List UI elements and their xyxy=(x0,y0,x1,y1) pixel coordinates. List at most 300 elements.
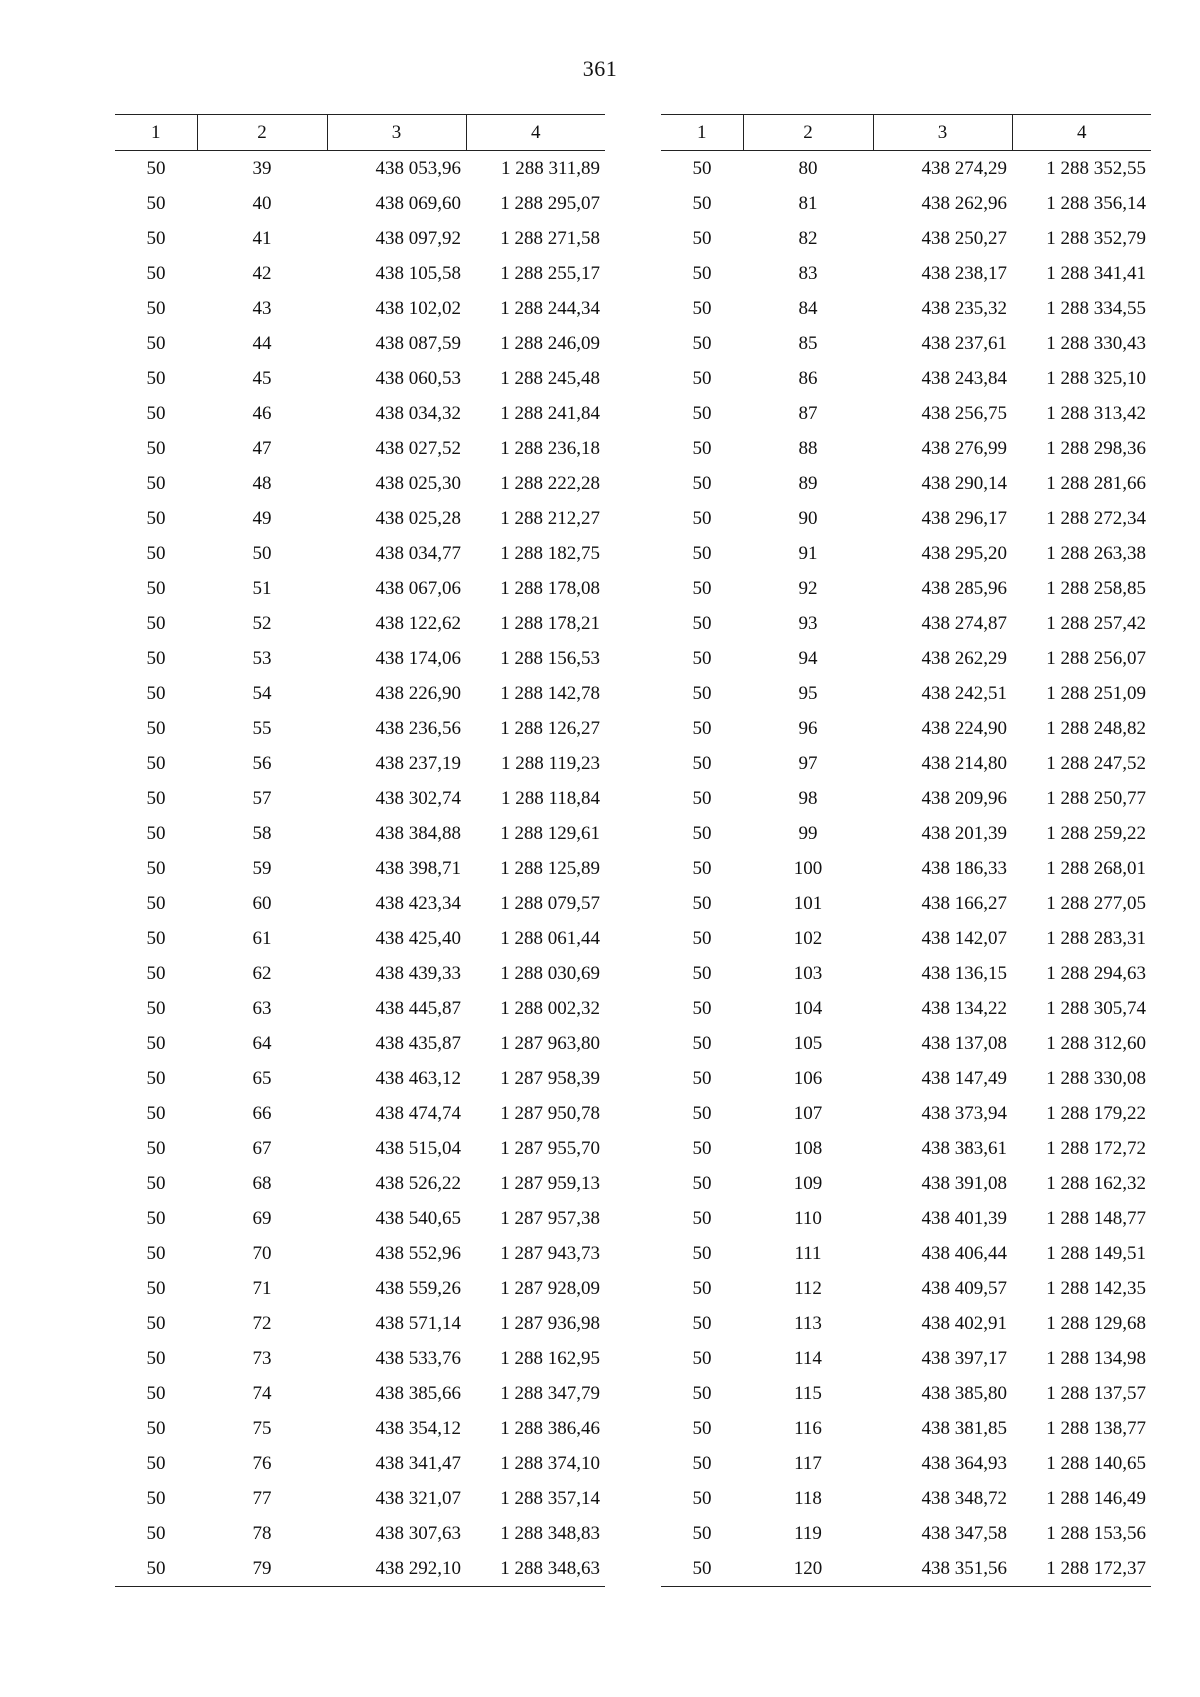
y-coordinate-cell: 1 288 002,32 xyxy=(500,997,600,1019)
zone-number-cell: 50 xyxy=(146,787,166,809)
table-row xyxy=(661,1166,1151,1201)
zone-number-cell: 50 xyxy=(146,717,166,739)
table-row xyxy=(115,1551,605,1587)
y-coordinate-cell: 1 287 957,38 xyxy=(500,1207,600,1229)
y-coordinate-cell: 1 287 958,39 xyxy=(500,1067,600,1089)
table-row xyxy=(115,186,605,221)
table-row xyxy=(115,1341,605,1376)
y-coordinate-cell: 1 288 129,68 xyxy=(1046,1312,1146,1334)
y-coordinate-cell: 1 288 162,32 xyxy=(1046,1172,1146,1194)
table-row xyxy=(661,431,1151,466)
y-coordinate-cell: 1 288 138,77 xyxy=(1046,1417,1146,1439)
point-number-cell: 53 xyxy=(252,647,272,669)
column-header: 1 xyxy=(661,115,743,151)
zone-number-cell: 50 xyxy=(146,577,166,599)
point-number-cell: 119 xyxy=(794,1522,822,1544)
x-coordinate-cell: 438 463,12 xyxy=(375,1067,461,1089)
table-row xyxy=(661,1271,1151,1306)
y-coordinate-cell: 1 288 352,55 xyxy=(1046,157,1146,179)
y-coordinate-cell: 1 288 277,05 xyxy=(1046,892,1146,914)
x-coordinate-cell: 438 445,87 xyxy=(375,997,461,1019)
point-number-cell: 82 xyxy=(798,227,818,249)
table-row xyxy=(661,1061,1151,1096)
x-coordinate-cell: 438 105,58 xyxy=(375,262,461,284)
y-coordinate-cell: 1 288 236,18 xyxy=(500,437,600,459)
table-row xyxy=(115,781,605,816)
table-row xyxy=(661,1341,1151,1376)
y-coordinate-cell: 1 288 272,34 xyxy=(1046,507,1146,529)
y-coordinate-cell: 1 287 950,78 xyxy=(500,1102,600,1124)
x-coordinate-cell: 438 398,71 xyxy=(375,857,461,879)
zone-number-cell: 50 xyxy=(146,402,166,424)
zone-number-cell: 50 xyxy=(692,962,712,984)
point-number-cell: 95 xyxy=(798,682,818,704)
table-row xyxy=(661,711,1151,746)
point-number-cell: 90 xyxy=(798,507,818,529)
table-row xyxy=(115,571,605,606)
table-row xyxy=(661,991,1151,1026)
point-number-cell: 55 xyxy=(252,717,272,739)
table-row xyxy=(115,1516,605,1551)
y-coordinate-cell: 1 288 255,17 xyxy=(500,262,600,284)
zone-number-cell: 50 xyxy=(146,1487,166,1509)
y-coordinate-cell: 1 287 936,98 xyxy=(500,1312,600,1334)
x-coordinate-cell: 438 237,19 xyxy=(375,752,461,774)
zone-number-cell: 50 xyxy=(146,297,166,319)
point-number-cell: 107 xyxy=(793,1102,823,1124)
point-number-cell: 76 xyxy=(252,1452,272,1474)
point-number-cell: 57 xyxy=(252,787,272,809)
x-coordinate-cell: 438 097,92 xyxy=(375,227,461,249)
zone-number-cell: 50 xyxy=(146,332,166,354)
x-coordinate-cell: 438 224,90 xyxy=(921,717,1007,739)
point-number-cell: 65 xyxy=(252,1067,272,1089)
table-row xyxy=(661,1096,1151,1131)
x-coordinate-cell: 438 385,66 xyxy=(375,1382,461,1404)
zone-number-cell: 50 xyxy=(692,297,712,319)
point-number-cell: 75 xyxy=(252,1417,272,1439)
y-coordinate-cell: 1 288 330,43 xyxy=(1046,332,1146,354)
x-coordinate-cell: 438 373,94 xyxy=(921,1102,1007,1124)
zone-number-cell: 50 xyxy=(146,1137,166,1159)
y-coordinate-cell: 1 288 119,23 xyxy=(500,752,600,774)
zone-number-cell: 50 xyxy=(692,752,712,774)
zone-number-cell: 50 xyxy=(692,927,712,949)
y-coordinate-cell: 1 288 134,98 xyxy=(1046,1347,1146,1369)
point-number-cell: 114 xyxy=(794,1347,822,1369)
zone-number-cell: 50 xyxy=(692,157,712,179)
point-number-cell: 85 xyxy=(798,332,818,354)
x-coordinate-cell: 438 053,96 xyxy=(375,157,461,179)
x-coordinate-cell: 438 237,61 xyxy=(921,332,1007,354)
zone-number-cell: 50 xyxy=(692,857,712,879)
zone-number-cell: 50 xyxy=(146,1452,166,1474)
x-coordinate-cell: 438 243,84 xyxy=(921,367,1007,389)
x-coordinate-cell: 438 060,53 xyxy=(375,367,461,389)
column-header: 1 xyxy=(115,115,197,151)
table-row xyxy=(115,361,605,396)
point-number-cell: 69 xyxy=(252,1207,272,1229)
point-number-cell: 41 xyxy=(252,227,272,249)
table-row xyxy=(115,1271,605,1306)
y-coordinate-cell: 1 288 079,57 xyxy=(500,892,600,914)
point-number-cell: 45 xyxy=(252,367,272,389)
zone-number-cell: 50 xyxy=(146,1312,166,1334)
x-coordinate-cell: 438 383,61 xyxy=(921,1137,1007,1159)
y-coordinate-cell: 1 288 259,22 xyxy=(1046,822,1146,844)
x-coordinate-cell: 438 526,22 xyxy=(375,1172,461,1194)
x-coordinate-cell: 438 250,27 xyxy=(921,227,1007,249)
x-coordinate-cell: 438 102,02 xyxy=(375,297,461,319)
x-coordinate-cell: 438 559,26 xyxy=(375,1277,461,1299)
zone-number-cell: 50 xyxy=(146,1382,166,1404)
point-number-cell: 78 xyxy=(252,1522,272,1544)
zone-number-cell: 50 xyxy=(692,1032,712,1054)
y-coordinate-cell: 1 288 125,89 xyxy=(500,857,600,879)
point-number-cell: 83 xyxy=(798,262,818,284)
x-coordinate-cell: 438 295,20 xyxy=(921,542,1007,564)
zone-number-cell: 50 xyxy=(692,402,712,424)
x-coordinate-cell: 438 262,96 xyxy=(921,192,1007,214)
table-row xyxy=(661,291,1151,326)
x-coordinate-cell: 438 439,33 xyxy=(375,962,461,984)
zone-number-cell: 50 xyxy=(692,262,712,284)
zone-number-cell: 50 xyxy=(146,262,166,284)
y-coordinate-cell: 1 288 268,01 xyxy=(1046,857,1146,879)
x-coordinate-cell: 438 142,07 xyxy=(921,927,1007,949)
y-coordinate-cell: 1 288 140,65 xyxy=(1046,1452,1146,1474)
point-number-cell: 116 xyxy=(794,1417,822,1439)
point-number-cell: 100 xyxy=(793,857,823,879)
x-coordinate-cell: 438 423,34 xyxy=(375,892,461,914)
x-coordinate-cell: 438 381,85 xyxy=(921,1417,1007,1439)
table-row xyxy=(115,466,605,501)
table-row xyxy=(661,1236,1151,1271)
table-row xyxy=(661,186,1151,221)
table-row xyxy=(661,1306,1151,1341)
point-number-cell: 96 xyxy=(798,717,818,739)
table-row xyxy=(661,956,1151,991)
table-row xyxy=(661,1376,1151,1411)
x-coordinate-cell: 438 147,49 xyxy=(921,1067,1007,1089)
column-header: 4 xyxy=(466,115,605,151)
point-number-cell: 84 xyxy=(798,297,818,319)
y-coordinate-cell: 1 288 172,37 xyxy=(1012,1551,1151,1587)
table-row xyxy=(115,1411,605,1446)
zone-number-cell: 50 xyxy=(146,472,166,494)
x-coordinate-cell: 438 134,22 xyxy=(921,997,1007,1019)
x-coordinate-cell: 438 236,56 xyxy=(375,717,461,739)
zone-number-cell: 50 xyxy=(146,542,166,564)
y-coordinate-cell: 1 288 348,83 xyxy=(500,1522,600,1544)
table-row xyxy=(115,991,605,1026)
zone-number-cell: 50 xyxy=(146,682,166,704)
zone-number-cell: 50 xyxy=(692,577,712,599)
table-row xyxy=(115,1166,605,1201)
y-coordinate-cell: 1 288 251,09 xyxy=(1046,682,1146,704)
x-coordinate-cell: 438 307,63 xyxy=(375,1522,461,1544)
x-coordinate-cell: 438 067,06 xyxy=(375,577,461,599)
x-coordinate-cell: 438 354,12 xyxy=(375,1417,461,1439)
y-coordinate-cell: 1 288 148,77 xyxy=(1046,1207,1146,1229)
x-coordinate-cell: 438 321,07 xyxy=(375,1487,461,1509)
zone-number-cell: 50 xyxy=(692,717,712,739)
point-number-cell: 92 xyxy=(798,577,818,599)
y-coordinate-cell: 1 288 246,09 xyxy=(500,332,600,354)
y-coordinate-cell: 1 288 352,79 xyxy=(1046,227,1146,249)
x-coordinate-cell: 438 391,08 xyxy=(921,1172,1007,1194)
point-number-cell: 109 xyxy=(793,1172,823,1194)
y-coordinate-cell: 1 288 312,60 xyxy=(1046,1032,1146,1054)
zone-number-cell: 50 xyxy=(146,927,166,949)
table-row xyxy=(661,1201,1151,1236)
y-coordinate-cell: 1 288 153,56 xyxy=(1046,1522,1146,1544)
y-coordinate-cell: 1 288 341,41 xyxy=(1046,262,1146,284)
y-coordinate-cell: 1 288 294,63 xyxy=(1046,962,1146,984)
table-row xyxy=(115,431,605,466)
zone-number-cell: 50 xyxy=(146,157,166,179)
x-coordinate-cell: 438 406,44 xyxy=(921,1242,1007,1264)
table-row xyxy=(115,1131,605,1166)
zone-number-cell: 50 xyxy=(692,997,712,1019)
table-header-row xyxy=(661,115,1151,151)
point-number-cell: 39 xyxy=(252,157,272,179)
y-coordinate-cell: 1 288 330,08 xyxy=(1046,1067,1146,1089)
x-coordinate-cell: 438 201,39 xyxy=(921,822,1007,844)
zone-number-cell: 50 xyxy=(692,1207,712,1229)
table-row xyxy=(115,921,605,956)
x-coordinate-cell: 438 034,32 xyxy=(375,402,461,424)
table-row xyxy=(661,1411,1151,1446)
x-coordinate-cell: 438 136,15 xyxy=(921,962,1007,984)
x-coordinate-cell: 438 209,96 xyxy=(921,787,1007,809)
point-number-cell: 58 xyxy=(252,822,272,844)
zone-number-cell: 50 xyxy=(115,1551,197,1587)
table-row xyxy=(115,1481,605,1516)
y-coordinate-cell: 1 288 178,21 xyxy=(500,612,600,634)
point-number-cell: 62 xyxy=(252,962,272,984)
x-coordinate-cell: 438 285,96 xyxy=(921,577,1007,599)
point-number-cell: 63 xyxy=(252,997,272,1019)
x-coordinate-cell: 438 174,06 xyxy=(375,647,461,669)
point-number-cell: 93 xyxy=(798,612,818,634)
zone-number-cell: 50 xyxy=(692,1277,712,1299)
zone-number-cell: 50 xyxy=(146,192,166,214)
y-coordinate-cell: 1 288 263,38 xyxy=(1046,542,1146,564)
point-number-cell: 110 xyxy=(794,1207,822,1229)
x-coordinate-cell: 438 347,58 xyxy=(921,1522,1007,1544)
zone-number-cell: 50 xyxy=(146,1417,166,1439)
x-coordinate-cell: 438 571,14 xyxy=(375,1312,461,1334)
table-row xyxy=(115,536,605,571)
zone-number-cell: 50 xyxy=(692,1487,712,1509)
x-coordinate-cell: 438 401,39 xyxy=(921,1207,1007,1229)
table-row xyxy=(661,851,1151,886)
y-coordinate-cell: 1 288 030,69 xyxy=(500,962,600,984)
y-coordinate-cell: 1 288 241,84 xyxy=(500,402,600,424)
point-number-cell: 66 xyxy=(252,1102,272,1124)
zone-number-cell: 50 xyxy=(692,1347,712,1369)
table-row xyxy=(661,571,1151,606)
y-coordinate-cell: 1 288 334,55 xyxy=(1046,297,1146,319)
table-row xyxy=(115,1446,605,1481)
zone-number-cell: 50 xyxy=(146,437,166,459)
table-row xyxy=(661,396,1151,431)
table-row xyxy=(661,536,1151,571)
x-coordinate-cell: 438 087,59 xyxy=(375,332,461,354)
y-coordinate-cell: 1 288 256,07 xyxy=(1046,647,1146,669)
point-number-cell: 99 xyxy=(798,822,818,844)
zone-number-cell: 50 xyxy=(146,1347,166,1369)
point-number-cell: 79 xyxy=(197,1551,327,1587)
zone-number-cell: 50 xyxy=(692,1522,712,1544)
zone-number-cell: 50 xyxy=(692,892,712,914)
y-coordinate-cell: 1 288 142,78 xyxy=(500,682,600,704)
point-number-cell: 91 xyxy=(798,542,818,564)
y-coordinate-cell: 1 288 061,44 xyxy=(500,927,600,949)
x-coordinate-cell: 438 290,14 xyxy=(921,472,1007,494)
x-coordinate-cell: 438 214,80 xyxy=(921,752,1007,774)
zone-number-cell: 50 xyxy=(692,1242,712,1264)
y-coordinate-cell: 1 288 142,35 xyxy=(1046,1277,1146,1299)
table-row xyxy=(661,1516,1151,1551)
table-row xyxy=(661,781,1151,816)
point-number-cell: 80 xyxy=(798,157,818,179)
table-row xyxy=(661,606,1151,641)
table-row xyxy=(115,1026,605,1061)
y-coordinate-cell: 1 288 126,27 xyxy=(500,717,600,739)
point-number-cell: 43 xyxy=(252,297,272,319)
table-row xyxy=(661,1446,1151,1481)
y-coordinate-cell: 1 288 258,85 xyxy=(1046,577,1146,599)
y-coordinate-cell: 1 288 386,46 xyxy=(500,1417,600,1439)
x-coordinate-cell: 438 292,10 xyxy=(327,1551,466,1587)
zone-number-cell: 50 xyxy=(146,647,166,669)
point-number-cell: 72 xyxy=(252,1312,272,1334)
point-number-cell: 59 xyxy=(252,857,272,879)
y-coordinate-cell: 1 288 118,84 xyxy=(500,787,600,809)
x-coordinate-cell: 438 235,32 xyxy=(921,297,1007,319)
zone-number-cell: 50 xyxy=(146,1172,166,1194)
y-coordinate-cell: 1 288 356,14 xyxy=(1046,192,1146,214)
point-number-cell: 81 xyxy=(798,192,818,214)
table-row xyxy=(661,1026,1151,1061)
zone-number-cell: 50 xyxy=(692,647,712,669)
point-number-cell: 113 xyxy=(794,1312,822,1334)
y-coordinate-cell: 1 287 963,80 xyxy=(500,1032,600,1054)
point-number-cell: 112 xyxy=(794,1277,822,1299)
table-row xyxy=(661,361,1151,396)
zone-number-cell: 50 xyxy=(692,1417,712,1439)
x-coordinate-cell: 438 409,57 xyxy=(921,1277,1007,1299)
point-number-cell: 108 xyxy=(793,1137,823,1159)
point-number-cell: 111 xyxy=(794,1242,822,1264)
point-number-cell: 117 xyxy=(794,1452,822,1474)
point-number-cell: 101 xyxy=(793,892,823,914)
table-header-row xyxy=(115,115,605,151)
x-coordinate-cell: 438 302,74 xyxy=(375,787,461,809)
zone-number-cell: 50 xyxy=(146,997,166,1019)
zone-number-cell: 50 xyxy=(692,192,712,214)
point-number-cell: 40 xyxy=(252,192,272,214)
x-coordinate-cell: 438 274,87 xyxy=(921,612,1007,634)
point-number-cell: 49 xyxy=(252,507,272,529)
zone-number-cell: 50 xyxy=(692,507,712,529)
y-coordinate-cell: 1 288 348,63 xyxy=(466,1551,605,1587)
y-coordinate-cell: 1 288 149,51 xyxy=(1046,1242,1146,1264)
zone-number-cell: 50 xyxy=(692,227,712,249)
point-number-cell: 88 xyxy=(798,437,818,459)
x-coordinate-cell: 438 034,77 xyxy=(375,542,461,564)
y-coordinate-cell: 1 288 137,57 xyxy=(1046,1382,1146,1404)
table-row xyxy=(115,1306,605,1341)
table-row xyxy=(661,1481,1151,1516)
x-coordinate-cell: 438 351,56 xyxy=(873,1551,1012,1587)
table-row xyxy=(115,1236,605,1271)
table-row xyxy=(115,886,605,921)
y-coordinate-cell: 1 288 313,42 xyxy=(1046,402,1146,424)
x-coordinate-cell: 438 276,99 xyxy=(921,437,1007,459)
x-coordinate-cell: 438 137,08 xyxy=(921,1032,1007,1054)
table-row xyxy=(661,151,1151,187)
point-number-cell: 105 xyxy=(793,1032,823,1054)
x-coordinate-cell: 438 435,87 xyxy=(375,1032,461,1054)
table-row xyxy=(115,256,605,291)
y-coordinate-cell: 1 288 156,53 xyxy=(500,647,600,669)
x-coordinate-cell: 438 364,93 xyxy=(921,1452,1007,1474)
point-number-cell: 56 xyxy=(252,752,272,774)
table-row xyxy=(661,921,1151,956)
column-header: 4 xyxy=(1012,115,1151,151)
zone-number-cell: 50 xyxy=(146,1277,166,1299)
zone-number-cell: 50 xyxy=(146,892,166,914)
point-number-cell: 70 xyxy=(252,1242,272,1264)
x-coordinate-cell: 438 122,62 xyxy=(375,612,461,634)
y-coordinate-cell: 1 288 129,61 xyxy=(500,822,600,844)
point-number-cell: 51 xyxy=(252,577,272,599)
x-coordinate-cell: 438 025,30 xyxy=(375,472,461,494)
x-coordinate-cell: 438 385,80 xyxy=(921,1382,1007,1404)
y-coordinate-cell: 1 287 955,70 xyxy=(500,1137,600,1159)
table-row xyxy=(661,1551,1151,1587)
y-coordinate-cell: 1 288 311,89 xyxy=(500,157,600,179)
x-coordinate-cell: 438 397,17 xyxy=(921,1347,1007,1369)
zone-number-cell: 50 xyxy=(692,787,712,809)
y-coordinate-cell: 1 288 298,36 xyxy=(1046,437,1146,459)
table-row xyxy=(115,1201,605,1236)
table-row xyxy=(115,746,605,781)
x-coordinate-cell: 438 274,29 xyxy=(921,157,1007,179)
point-number-cell: 94 xyxy=(798,647,818,669)
x-coordinate-cell: 438 402,91 xyxy=(921,1312,1007,1334)
x-coordinate-cell: 438 540,65 xyxy=(375,1207,461,1229)
x-coordinate-cell: 438 515,04 xyxy=(375,1137,461,1159)
x-coordinate-cell: 438 027,52 xyxy=(375,437,461,459)
zone-number-cell: 50 xyxy=(692,822,712,844)
zone-number-cell: 50 xyxy=(146,1102,166,1124)
zone-number-cell: 50 xyxy=(692,682,712,704)
point-number-cell: 102 xyxy=(793,927,823,949)
zone-number-cell: 50 xyxy=(692,332,712,354)
zone-number-cell: 50 xyxy=(692,1137,712,1159)
table-row xyxy=(115,221,605,256)
column-header: 2 xyxy=(197,115,327,151)
zone-number-cell: 50 xyxy=(146,962,166,984)
y-coordinate-cell: 1 288 172,72 xyxy=(1046,1137,1146,1159)
point-number-cell: 60 xyxy=(252,892,272,914)
point-number-cell: 47 xyxy=(252,437,272,459)
zone-number-cell: 50 xyxy=(146,857,166,879)
